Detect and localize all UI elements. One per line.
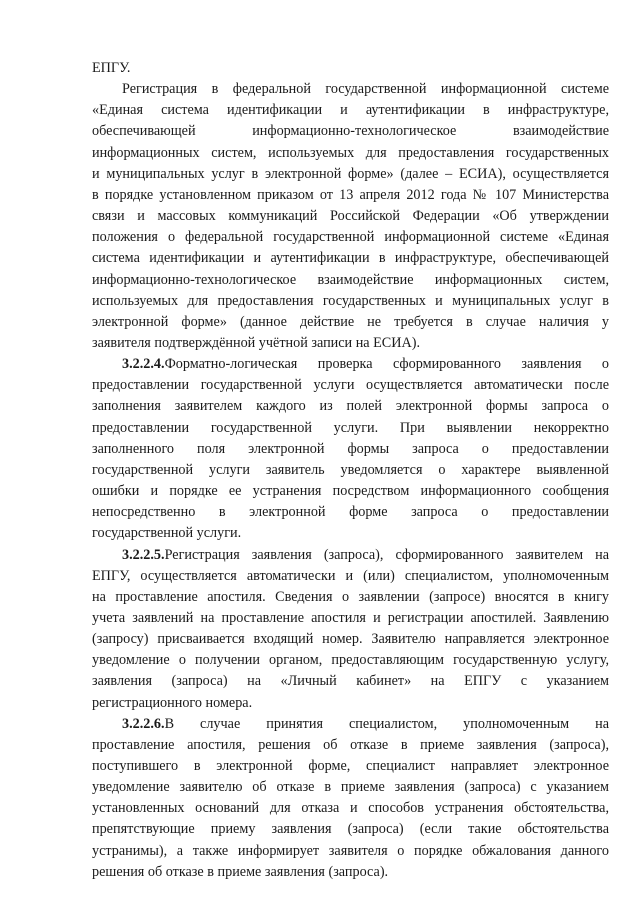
text-line [92, 523, 609, 543]
line-text: Регистрация заявления (запроса), сформированного заявителем на [164, 546, 609, 563]
line-text: обеспечивающей информационно-технологическое взаимодействие [92, 123, 609, 140]
text-line [92, 58, 609, 78]
text-line [92, 798, 609, 818]
line-text: информационных систем, используемых для предоставления государственных [92, 144, 609, 161]
line-text: заявителя подтверждённой учётной записи на ЕСИА). [92, 334, 421, 351]
text-line [92, 439, 609, 459]
text-line [92, 629, 609, 649]
line-text: заполненного поля электронной формы запроса о предоставлении [92, 440, 609, 457]
line-text: непосредственно в электронной форме запроса о предоставлении [92, 504, 609, 521]
text-line [92, 650, 609, 670]
text-line [92, 841, 609, 861]
line-text: решения об отказе в приеме заявления (запроса). [92, 863, 389, 880]
text-line [92, 375, 609, 395]
text-line [92, 396, 609, 416]
text-line [92, 121, 609, 141]
section-number: 3.2.2.4. [122, 356, 165, 373]
text-line [92, 862, 609, 882]
line-text: заявления (запроса) на «Личный кабинет» на ЕПГУ с указанием [92, 673, 609, 690]
line-text: используемых для предоставления государственных и муниципальных услуг в [92, 292, 609, 309]
text-line [122, 79, 609, 99]
line-text: уведомление о получении органом, предоставляющим государственную услугу, [92, 652, 609, 669]
text-line [92, 206, 609, 226]
line-text: проставление апостиля, решения об отказе в приеме заявления (запроса), [92, 736, 609, 753]
text-line [92, 460, 609, 480]
text-line [122, 354, 609, 374]
line-text: система идентификации и аутентификации в инфраструктуре, обеспечивающей [92, 250, 609, 267]
section-number: 3.2.2.6. [122, 715, 165, 732]
line-text: В случае принятия специалистом, уполномоченным на [164, 715, 609, 732]
line-text: электронной форме» (данное действие не требуется в случае наличия у [92, 313, 609, 330]
line-text: ошибки и порядке ее устранения посредством информационного сообщения [92, 483, 609, 499]
text-line [122, 545, 609, 565]
line-text: в порядке установленном приказом от 13 апреля 2012 года № 107 Министерства [92, 186, 609, 203]
text-line [92, 291, 609, 311]
text-line [92, 312, 609, 332]
text-line [92, 143, 609, 163]
section-number: 3.2.2.5. [122, 546, 165, 563]
text-line [92, 418, 609, 438]
line-text: положения о федеральной государственной информационной системе «Единая [92, 229, 609, 246]
line-text: и муниципальных услуг в электронной форме» (далее – ЕСИА), осуществляется [92, 165, 609, 182]
text-line [92, 227, 609, 247]
line-text: государственной услуги. [92, 525, 242, 542]
text-line [92, 819, 609, 839]
text-line [92, 693, 609, 713]
line-text: препятствующие приему заявления (запроса) (если такие обстоятельства [92, 821, 609, 838]
text-line [92, 164, 609, 184]
line-text: Форматно-логическая проверка сформированного заявления о [164, 356, 609, 373]
line-text: учета заявлений на проставление апостиля и регистрации апостилей. Заявлению [92, 609, 609, 626]
text-line [92, 566, 609, 586]
line-text: поступившего в электронной форме, специалист направляет электронное [92, 757, 609, 774]
line-text: установленных оснований для отказа и способов устранения обстоятельства, [92, 800, 609, 817]
line-text: заполнения заявителем каждого из полей электронной формы запроса о [92, 398, 609, 415]
text-line [92, 270, 609, 290]
line-text: «Единая система идентификации и аутентификации в инфраструктуре, [92, 102, 609, 119]
line-text: государственной услуги заявитель уведомляется о характере выявленной [92, 461, 609, 478]
text-line [92, 502, 609, 522]
text-line [92, 735, 609, 755]
text-line [92, 100, 609, 120]
line-text: ЕПГУ, осуществляется автоматически и (или) специалистом, уполномоченным [92, 567, 609, 584]
text-line [92, 587, 609, 607]
text-line [92, 333, 609, 353]
text-line [92, 777, 609, 797]
line-text: устранимы), а также информирует заявителя о порядке обжалования данного [92, 842, 609, 859]
line-text: ЕПГУ. [92, 60, 131, 76]
text-line [92, 185, 609, 205]
text-line [122, 714, 609, 734]
line-text: связи и массовых коммуникаций Российской Федерации «Об утверждении [92, 208, 609, 224]
line-text: предоставлении государственной услуги. При выявлении некорректно [92, 419, 609, 436]
line-text: уведомление заявителю об отказе в приеме заявления (запроса) с указанием [92, 779, 609, 796]
text-line [92, 248, 609, 268]
text-line [92, 671, 609, 691]
text-line [92, 481, 609, 501]
text-line [92, 756, 609, 776]
text-line [92, 608, 609, 628]
line-text: регистрационного номера. [92, 694, 253, 711]
line-text: на проставление апостиля. Сведения о заявлении (запросе) вносятся в книгу [92, 588, 609, 605]
line-text: (запросу) присваивается входящий номер. Заявителю направляется электронное [92, 631, 609, 647]
line-text: Регистрация в федеральной государственной информационной системе [122, 81, 609, 98]
line-text: информационно-технологическое взаимодействие информационных систем, [92, 271, 609, 288]
line-text: предоставлении государственной услуги осуществляется автоматически после [92, 377, 609, 394]
